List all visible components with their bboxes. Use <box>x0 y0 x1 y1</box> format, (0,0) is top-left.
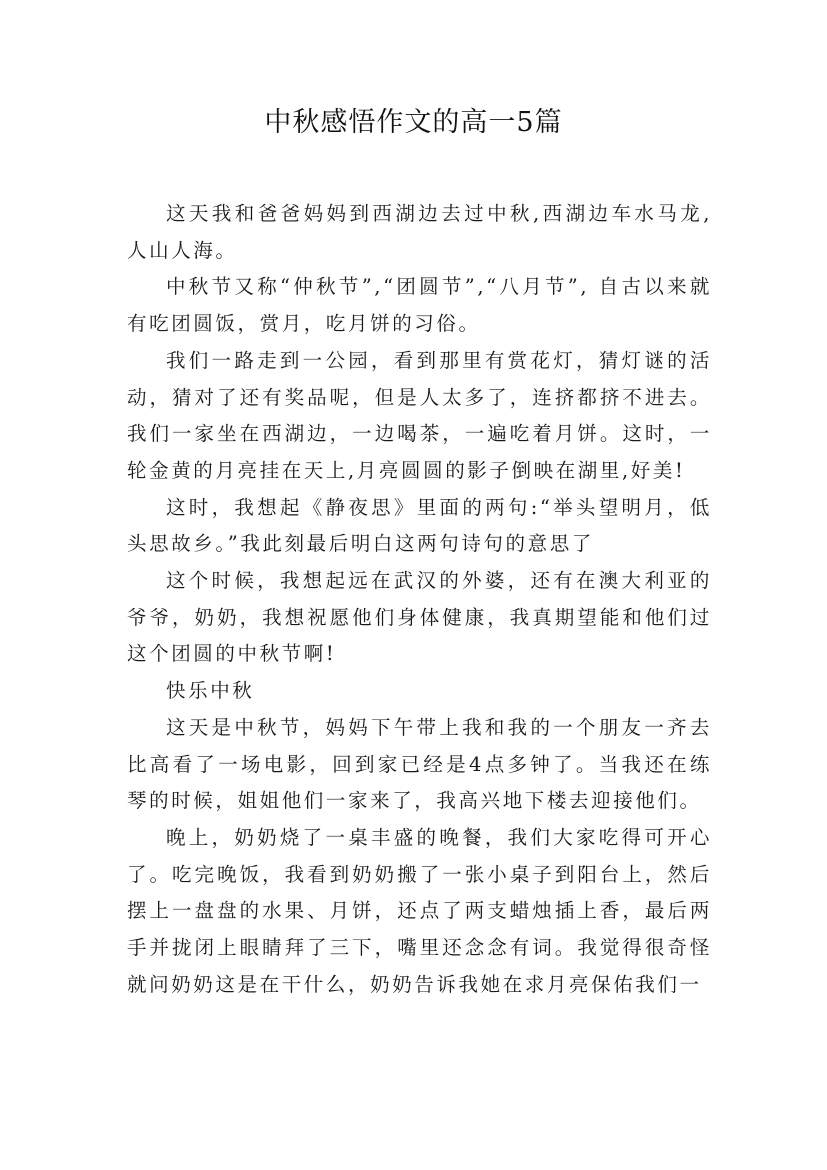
section-heading: 快乐中秋 <box>166 679 255 703</box>
paragraph-3: 我们一路走到一公园，看到那里有赏花灯，猜灯谜的活动，猜对了还有奖品呢，但是人太多了，连挤都挤不进去。我们一家坐在西湖边，一边喝茶，一遍吃着月饼。这时，一轮金黄的月亮挂在天上,月亮圆圆的影子倒映在湖里,好美! <box>127 348 712 482</box>
paragraph-4: 这时，我想起《静夜思》里面的两句:“举头望明月，低头思故乡。”我此刻最后明白这两句诗句的意思了 <box>127 495 712 556</box>
paragraph-6: 这天是中秋节，妈妈下午带上我和我的一个朋友一齐去比高看了一场电影，回到家已经是4点多钟了。当我还在练琴的时候，姐姐他们一家来了，我高兴地下楼去迎接他们。 <box>127 715 712 813</box>
paragraph-5: 这个时候，我想起远在武汉的外婆，还有在澳大利亚的爷爷，奶奶，我想祝愿他们身体健康，我真期望能和他们过这个团圆的中秋节啊! <box>127 569 712 666</box>
paragraph-7: 晚上，奶奶烧了一桌丰盛的晚餐，我们大家吃得可开心了。吃完晚饭，我看到奶奶搬了一张小桌子到阳台上，然后摆上一盘盘的水果、月饼，还点了两支蜡烛插上香，最后两手并拢闭上眼睛拜了三下，嘴里还念念有词。我觉得很奇怪就问奶奶这是在干什么，奶奶告诉我她在求月亮保佑我们一 <box>127 825 712 996</box>
paragraph-1: 这天我和爸爸妈妈到西湖边去过中秋,西湖边车水马龙,人山人海。 <box>127 202 712 262</box>
document-body <box>127 196 712 1003</box>
paragraph-2: 中秋节又称“仲秋节”,“团圆节”,“八月节”, 自古以来就有吃团圆饭，赏月，吃月饼的习俗。 <box>127 275 712 336</box>
page-title: 中秋感悟作文的高一5篇 <box>264 107 563 138</box>
